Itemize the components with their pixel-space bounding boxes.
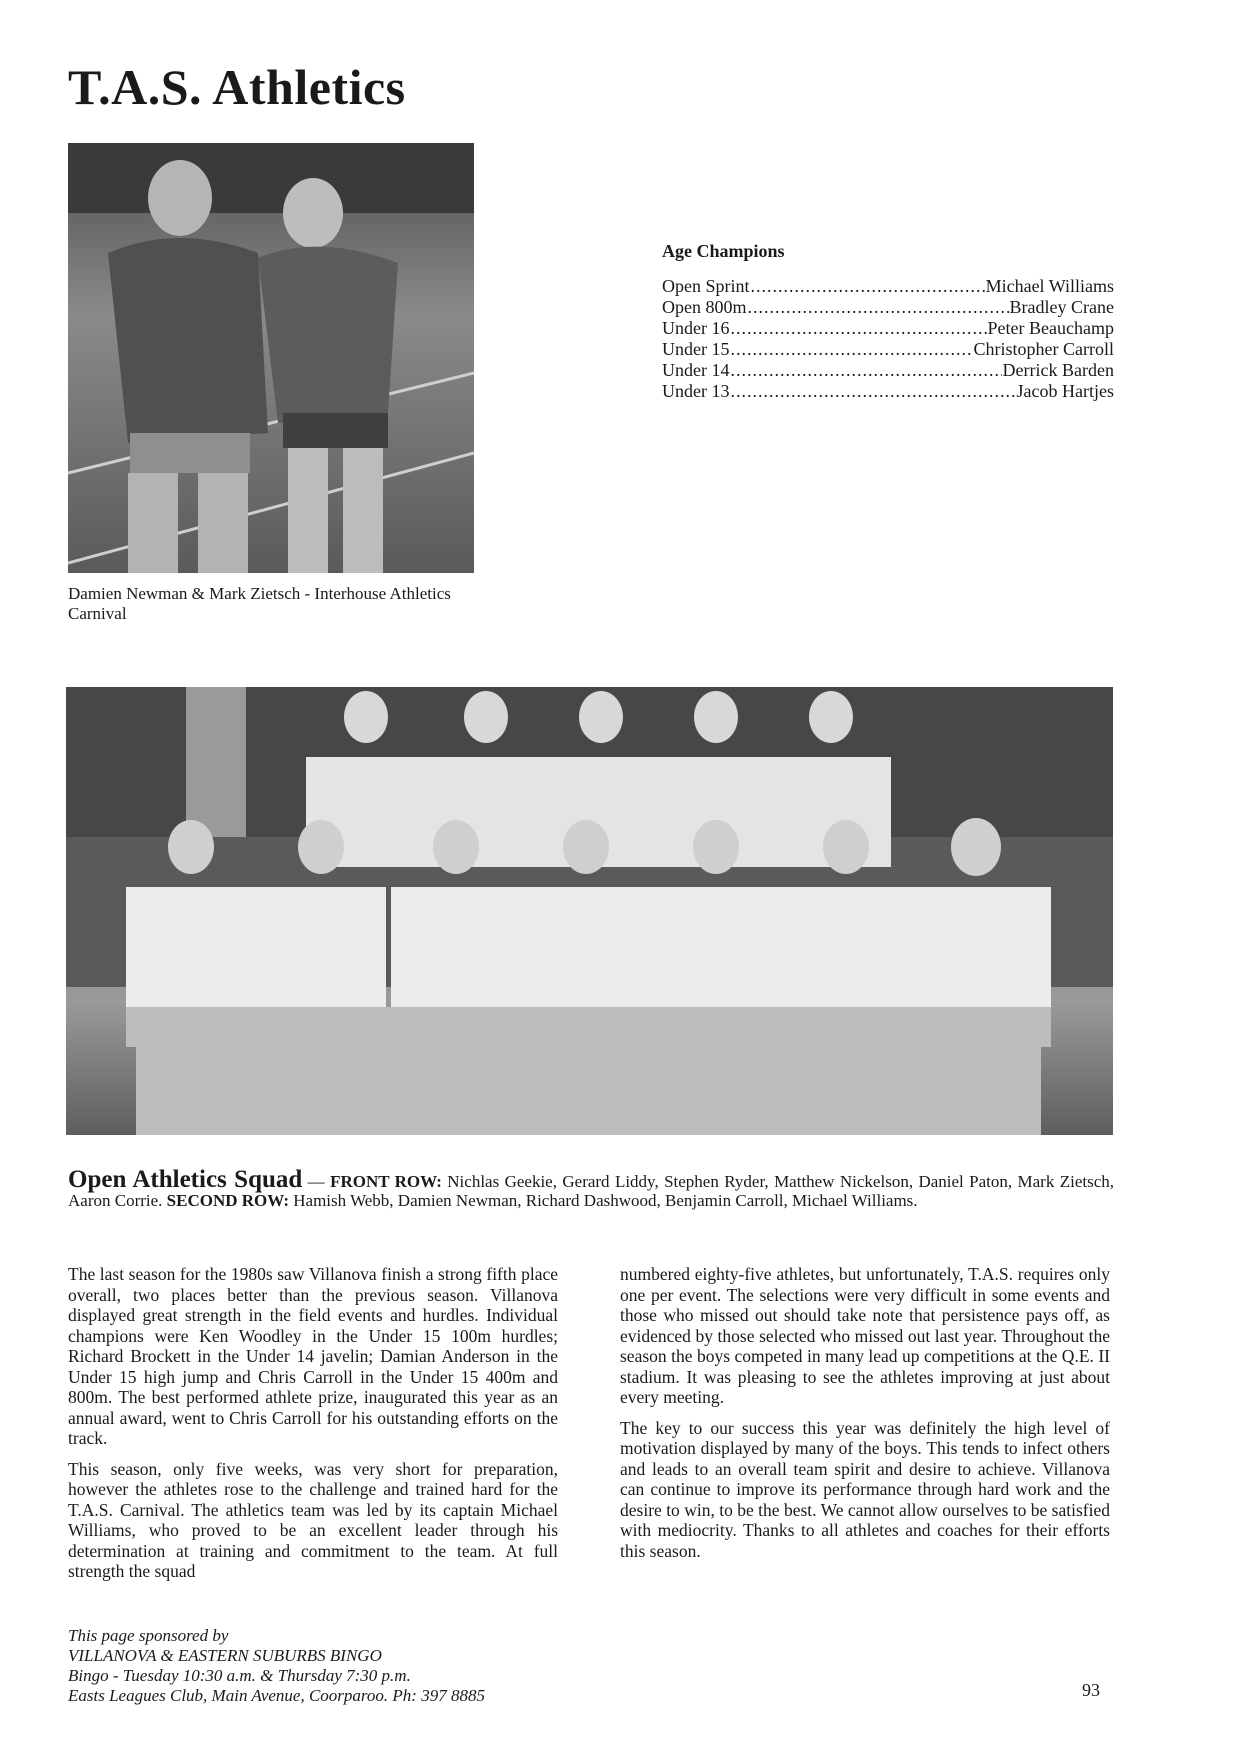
article-left-column <box>68 1264 558 1592</box>
sponsor-line: VILLANOVA & EASTERN SUBURBS BINGO <box>68 1646 382 1665</box>
page-number: 93 <box>1082 1680 1100 1700</box>
champion-name: Peter Beauchamp <box>987 318 1114 338</box>
champion-row <box>662 276 1114 297</box>
photo-illustration <box>68 143 474 573</box>
age-champions-heading: Age Champions <box>662 241 785 261</box>
article-paragraph: The last season for the 1980s saw Villanova finish a strong fifth place overall, two places better than the previous season. Villanova displayed great strength in the field events and hurdles. Individual champions were Ken Woodley in the Under 15 100m hurdles; Richard Brockett in the Under 14 javelin; Damian Anderson in the Under 15 high jump and Chris Carroll in the Under 15 400m and 800m. The best performed athlete prize, inaugurated this year as an annual award, went to Chris Carroll for his outstanding efforts on the track. <box>68 1264 558 1448</box>
champion-row <box>662 297 1114 318</box>
sponsor-line: Bingo - Tuesday 10:30 a.m. & Thursday 7:30 p.m. <box>68 1666 411 1685</box>
champion-name: Michael Williams <box>985 276 1114 296</box>
champion-event: Under 14 <box>662 360 730 380</box>
squad-team-photo <box>66 687 1113 1135</box>
champion-row <box>662 318 1114 339</box>
photo1-caption: Damien Newman & Mark Zietsch - Interhouse Athletics Carnival <box>68 584 451 623</box>
second-row-label: SECOND ROW: <box>166 1191 289 1210</box>
champion-name: Bradley Crane <box>1009 297 1114 317</box>
squad-dash: — <box>302 1172 331 1191</box>
squad-title: Open Athletics Squad <box>68 1166 303 1193</box>
sponsor-line: This page sponsored by <box>68 1626 229 1645</box>
champion-event: Open Sprint <box>662 276 750 296</box>
champion-name: Jacob Hartjes <box>1016 381 1114 401</box>
page-title: T.A.S. Athletics <box>68 59 406 115</box>
champion-event: Under 13 <box>662 381 730 401</box>
article-paragraph: numbered eighty-five athletes, but unfortunately, T.A.S. requires only one per event. The selections were very difficult in some events and those who missed out should take note that persistence pays off, as evidenced by those selected who missed out last year. Throughout the season the boys competed in many lead up competitions at the Q.E. II stadium. It was pleasing to see the athletes improving at just about every meeting. <box>620 1264 1110 1407</box>
second-row-names: Hamish Webb, Damien Newman, Richard Dashwood, Benjamin Carroll, Michael Williams. <box>289 1191 918 1210</box>
running-athletes-photo <box>68 143 474 573</box>
article-paragraph: This season, only five weeks, was very short for preparation, however the athletes rose to the challenge and trained hard for the T.A.S. Carnival. The athletics team was led by its captain Michael Williams, who proved to be an excellent leader through his determination at training and commitment to the team. At full strength the squad <box>68 1458 558 1581</box>
champion-name: Christopher Carroll <box>973 339 1114 359</box>
team-illustration <box>66 687 1113 1135</box>
sponsor-line: Easts Leagues Club, Main Avenue, Coorparoo. Ph: 397 8885 <box>68 1686 485 1705</box>
champion-event: Under 16 <box>662 318 730 338</box>
article-right-column <box>620 1264 1110 1571</box>
front-row-label: FRONT ROW: <box>330 1172 442 1191</box>
champion-row <box>662 360 1114 381</box>
champion-event: Open 800m <box>662 297 747 317</box>
article-paragraph: The key to our success this year was definitely the high level of motivation displayed by many of the boys. This tends to infect others and leads to an overall team spirit and desire to achieve. Villanova can continue to improve its performance through hard work and the desire to win, to be the best. We cannot allow ourselves to be satisfied with mediocrity. Thanks to all athletes and coaches for their efforts this season. <box>620 1417 1110 1561</box>
front-row-names: Nichlas Geekie, Gerard Liddy, Stephen Ryder, Matthew Nickelson, Daniel Paton, Mark Zietsch, Aaron Corrie. <box>68 1172 1115 1210</box>
champion-name: Derrick Barden <box>1002 360 1114 380</box>
sponsor-note <box>68 1626 485 1706</box>
champion-event: Under 15 <box>662 339 730 359</box>
squad-caption <box>68 1166 1115 1210</box>
age-champions-list <box>662 276 1114 402</box>
champion-row <box>662 339 1114 360</box>
champion-row <box>662 381 1114 402</box>
